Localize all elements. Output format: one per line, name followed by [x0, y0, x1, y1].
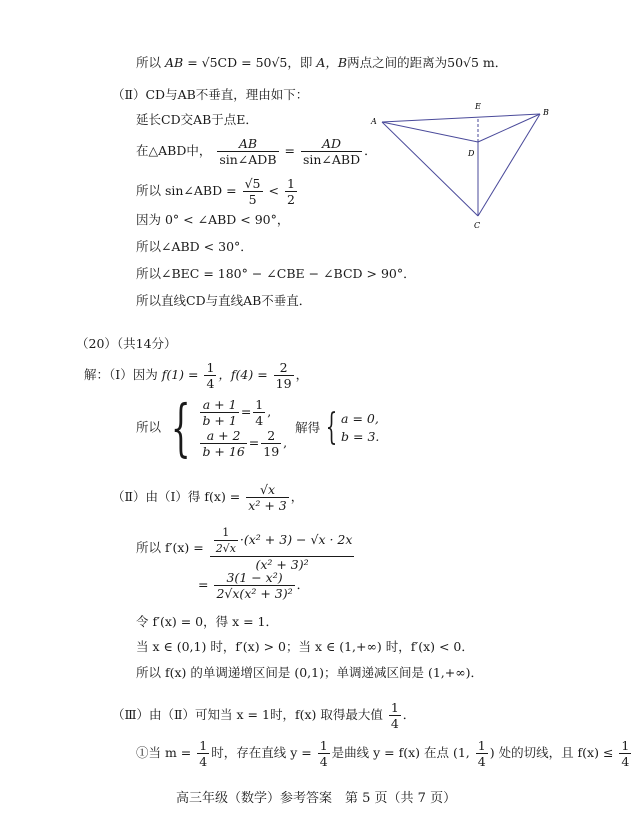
denominator: x² + 3 — [248, 498, 287, 513]
numerator: 1 — [255, 397, 264, 412]
left-brace: { — [325, 407, 338, 448]
equals: = — [198, 577, 209, 592]
fraction — [210, 525, 355, 572]
text: 解得 — [295, 419, 321, 435]
points-ab: A，B — [316, 55, 348, 70]
fraction — [285, 176, 297, 207]
equation-2: $\frac{a + 2}{b + 16}$ = $\frac{2}{19}$ , — [202, 428, 288, 459]
equals: = — [240, 404, 252, 419]
system-line — [136, 391, 380, 464]
f1: f(1) = — [161, 367, 199, 382]
conclusion-line — [136, 54, 507, 72]
text: （Ⅱ）由（Ⅰ）得 f(x) = — [112, 489, 241, 504]
geometry-figure — [368, 96, 558, 236]
numerator: 1 — [319, 738, 328, 753]
q20-given-line — [84, 360, 308, 391]
part3-heading: （Ⅲ）由（Ⅱ）可知当 x = 1时，f(x) 取得最大值 $\frac{1}{4}$ ． — [112, 700, 416, 731]
f4: ，f(4) = — [218, 367, 268, 382]
equals: = — [284, 143, 295, 158]
fraction — [253, 397, 265, 428]
numerator: 1 — [199, 738, 208, 753]
segment-ac — [382, 122, 478, 216]
simplified-line: = $\frac{\text{3(1 − x²)}}{\text{2√x(x² + 3)²}}$ ． — [198, 570, 310, 601]
denominator: 4 — [199, 754, 208, 769]
monotonic-line: 所以 f(x) 的单调递增区间是 (0,1)；单调递减区间是 (1,+∞)． — [136, 665, 484, 680]
label-e: E — [475, 102, 481, 111]
text: 所以 — [136, 55, 162, 70]
sign-line: 当 x ∈ (0,1) 时，f′(x) > 0；当 x ∈ (1,+∞) 时，f′(x) < 0． — [136, 639, 474, 654]
result-b: b = 3. — [341, 429, 380, 444]
numerator: 1 — [286, 176, 295, 191]
part2-heading: （Ⅱ）CD与AB不垂直，理由如下： — [112, 87, 309, 102]
text: ， — [295, 367, 309, 382]
denominator: b + 1 — [202, 413, 237, 428]
fraction — [246, 482, 288, 513]
denominator: 19 — [275, 376, 292, 391]
critical-line: 令 f′(x) = 0，得 x = 1． — [136, 614, 279, 629]
label-d: D — [468, 149, 475, 158]
segment-ab: AB — [165, 55, 184, 70]
text: 两点之间的距离为50√5 m． — [347, 55, 508, 70]
fraction — [619, 738, 631, 769]
text: 所以 sin∠ABD = — [136, 183, 237, 198]
equals: = — [248, 435, 260, 450]
text: 所以 f′(x) = — [136, 540, 204, 555]
page-footer: 高三年级（数学）参考答案 第 5 页（共 7 页） — [176, 791, 457, 806]
fraction — [214, 570, 294, 601]
numerator: 1 — [206, 360, 215, 375]
numerator: 1 — [477, 738, 486, 753]
denominator: 4 — [255, 413, 264, 428]
numerator: 1 — [621, 738, 630, 753]
label-c: C — [474, 221, 481, 230]
numerator: 1 — [390, 700, 399, 715]
result-a: a = 0, — [341, 411, 379, 426]
result-system — [341, 410, 379, 446]
segment-ad — [382, 122, 478, 142]
sine-law-line — [136, 136, 377, 167]
fraction — [197, 738, 209, 769]
label-a: A — [371, 117, 377, 126]
numerator: 2 — [261, 428, 281, 444]
text: ，即 — [287, 55, 313, 70]
text: （Ⅲ）由（Ⅱ）可知当 x = 1时，f(x) 取得最大值 — [112, 707, 383, 722]
denominator: 4 — [390, 716, 399, 731]
q20-heading: （20）（共14分） — [76, 336, 177, 351]
segment-ab — [382, 114, 540, 122]
denominator: 4 — [621, 754, 630, 769]
numerator: 1 — [214, 525, 238, 541]
denominator: 19 — [263, 444, 280, 459]
equation: = √5CD = 50√5 — [183, 55, 288, 70]
fx-line: （Ⅱ）由（Ⅰ）得 f(x) = $\frac{√x}{\text{x² + 3}}$ ， — [112, 482, 304, 513]
denominator: 2√x — [215, 542, 236, 555]
case1-line — [136, 738, 632, 769]
numerator: 2 — [274, 360, 294, 376]
fraction — [214, 525, 238, 556]
equation-system — [198, 397, 287, 459]
fraction — [389, 700, 401, 731]
angle-line: 所以∠ABD < 30°． — [136, 239, 253, 254]
denominator: 2 — [286, 192, 295, 207]
fraction — [274, 360, 294, 391]
denominator: 2√x(x² + 3)² — [216, 586, 293, 601]
text: 在△ABD中， — [136, 143, 212, 158]
fraction — [217, 136, 278, 167]
denominator: sin∠ABD — [302, 152, 361, 167]
text: 是曲线 y = f(x) 在点 (1, — [331, 745, 470, 760]
less-than: < — [268, 183, 279, 198]
left-brace: { — [170, 391, 191, 464]
text: 时，存在直线 y = — [211, 745, 312, 760]
numerator — [210, 525, 355, 557]
fraction — [200, 397, 238, 428]
text: ①当 m = — [136, 745, 192, 760]
fraction — [200, 428, 246, 459]
denominator: 5 — [248, 192, 257, 207]
denominator: 4 — [477, 754, 486, 769]
numerator-rest: ·(x² + 3) − √x · 2x — [239, 532, 353, 547]
text: 解：（Ⅰ）因为 — [84, 367, 158, 382]
numerator: AB — [217, 136, 278, 152]
numerator: √x — [246, 482, 288, 498]
conclude-line: 所以直线CD与直线AB不垂直． — [136, 293, 312, 308]
denominator: (x² + 3)² — [255, 557, 309, 572]
segment-bd — [478, 114, 540, 142]
denominator: 4 — [206, 376, 215, 391]
denominator: b + 16 — [202, 444, 245, 459]
numerator: a + 1 — [200, 397, 238, 413]
because-line: 因为 0° < ∠ABD < 90°， — [136, 212, 290, 227]
fraction — [243, 176, 263, 207]
segment-bc — [478, 114, 540, 216]
numerator: AD — [301, 136, 362, 152]
numerator: a + 2 — [200, 428, 246, 444]
denominator: sin∠ADB — [219, 152, 277, 167]
denominator: 4 — [319, 754, 328, 769]
label-b: B — [543, 108, 549, 117]
fraction — [261, 428, 281, 459]
text: 所以 — [136, 419, 162, 435]
numerator: 3(1 − x²) — [214, 570, 294, 586]
numerator: √5 — [244, 176, 261, 191]
fraction — [318, 738, 330, 769]
text: ． — [364, 143, 377, 158]
fraction — [476, 738, 488, 769]
fraction — [204, 360, 216, 391]
equation-1: $\frac{a + 1}{b + 1}$ = $\frac{1}{4}$ , — [202, 397, 272, 428]
bec-line: 所以∠BEC = 180° − ∠CBE − ∠BCD > 90°． — [136, 266, 416, 281]
derivative-line — [136, 525, 356, 572]
text: ) 处的切线，且 f(x) ≤ — [489, 745, 614, 760]
extend-line: 延长CD交AB于点E． — [136, 112, 258, 127]
sin-line — [136, 176, 299, 207]
fraction — [301, 136, 362, 167]
